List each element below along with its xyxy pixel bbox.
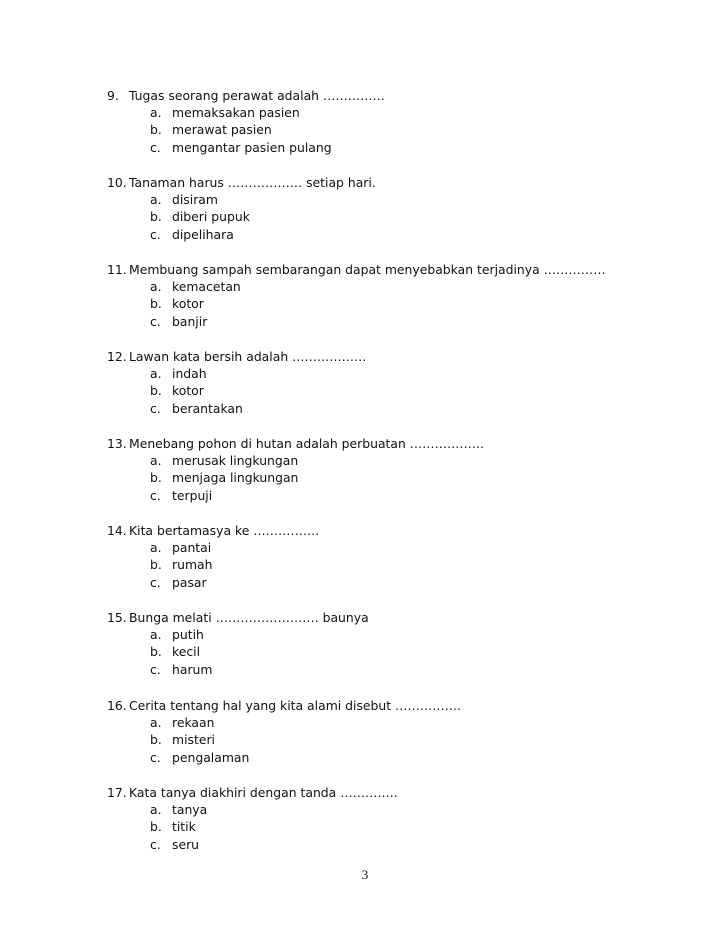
option-text: banjir xyxy=(172,313,208,329)
option-text: titik xyxy=(172,819,196,835)
question-14 xyxy=(107,522,707,591)
question-number: 11. xyxy=(107,262,127,277)
option-letter: c. xyxy=(150,749,161,765)
option-letter: a. xyxy=(150,453,162,468)
option-text: dipelihara xyxy=(172,226,234,242)
option-letter: a. xyxy=(150,540,162,555)
option-text: memaksakan pasien xyxy=(172,105,300,120)
question-11 xyxy=(107,261,707,330)
option-list xyxy=(107,278,707,330)
option-text: merusak lingkungan xyxy=(172,453,299,468)
option-letter: b. xyxy=(150,296,162,312)
question-text xyxy=(107,261,707,278)
option-letter: a. xyxy=(150,366,162,381)
option-list xyxy=(107,452,707,504)
option-letter: b. xyxy=(150,732,162,748)
option-text: kemacetan xyxy=(172,279,241,294)
option-letter: b. xyxy=(150,122,162,138)
option-text: menjaga lingkungan xyxy=(172,470,299,486)
option-letter: b. xyxy=(150,819,162,835)
option-letter: b. xyxy=(150,470,162,486)
page-number: 3 xyxy=(361,867,369,882)
option-text: kecil xyxy=(172,644,201,660)
option-a xyxy=(107,801,707,818)
option-a xyxy=(107,626,707,643)
question-text xyxy=(107,784,707,801)
option-text: seru xyxy=(172,836,200,852)
question-number: 12. xyxy=(107,349,127,364)
option-c xyxy=(107,749,707,766)
option-text: diberi pupuk xyxy=(172,209,250,225)
option-a xyxy=(107,278,707,295)
option-text: terpuji xyxy=(172,487,213,503)
option-b xyxy=(107,469,707,486)
question-9 xyxy=(107,87,707,156)
option-text: tanya xyxy=(172,802,208,817)
option-c xyxy=(107,226,707,243)
question-number: 13. xyxy=(107,436,127,451)
question-prompt: Kata tanya diakhiri dengan tanda ………….. xyxy=(129,785,398,800)
option-letter: c. xyxy=(150,574,161,590)
option-b xyxy=(107,295,707,312)
option-text: berantakan xyxy=(172,400,243,416)
option-b xyxy=(107,556,707,573)
option-text: pantai xyxy=(172,540,212,555)
option-a xyxy=(107,104,707,121)
option-b xyxy=(107,643,707,660)
option-text: kotor xyxy=(172,296,204,312)
question-number: 10. xyxy=(107,175,127,190)
option-a xyxy=(107,539,707,556)
question-16 xyxy=(107,697,707,766)
option-letter: c. xyxy=(150,487,161,503)
option-list xyxy=(107,539,707,591)
question-13 xyxy=(107,435,707,504)
option-text: disiram xyxy=(172,192,218,207)
option-letter: c. xyxy=(150,836,161,852)
question-text xyxy=(107,609,707,626)
option-letter: b. xyxy=(150,209,162,225)
option-letter: c. xyxy=(150,661,161,677)
option-letter: c. xyxy=(150,139,161,155)
question-text xyxy=(107,174,707,191)
question-text xyxy=(107,697,707,714)
question-prompt: Cerita tentang hal yang kita alami disebut ……………. xyxy=(129,698,461,713)
question-text xyxy=(107,522,707,539)
question-number: 16. xyxy=(107,698,127,713)
question-text xyxy=(107,348,707,365)
option-b xyxy=(107,121,707,138)
option-b xyxy=(107,208,707,225)
option-c xyxy=(107,400,707,417)
option-letter: b. xyxy=(150,557,162,573)
option-list xyxy=(107,365,707,417)
option-text: putih xyxy=(172,627,204,642)
option-a xyxy=(107,365,707,382)
option-list xyxy=(107,191,707,243)
option-text: rekaan xyxy=(172,715,215,730)
option-text: pasar xyxy=(172,574,207,590)
option-a xyxy=(107,191,707,208)
option-text: merawat pasien xyxy=(172,122,272,138)
option-c xyxy=(107,487,707,504)
question-prompt: Menebang pohon di hutan adalah perbuatan ……………… xyxy=(129,436,485,451)
question-prompt: Kita bertamasya ke ……………. xyxy=(129,523,320,538)
option-letter: a. xyxy=(150,192,162,207)
option-letter: a. xyxy=(150,627,162,642)
option-b xyxy=(107,818,707,835)
option-list xyxy=(107,801,707,853)
option-list xyxy=(107,104,707,156)
option-letter: b. xyxy=(150,644,162,660)
question-prompt: Lawan kata bersih adalah ……………… xyxy=(129,349,367,364)
option-text: kotor xyxy=(172,383,204,399)
option-text: indah xyxy=(172,366,207,381)
option-b xyxy=(107,731,707,748)
option-letter: a. xyxy=(150,802,162,817)
option-letter: a. xyxy=(150,715,162,730)
option-list xyxy=(107,714,707,766)
option-text: harum xyxy=(172,661,213,677)
question-prompt: Membuang sampah sembarangan dapat menyebabkan terjadinya …………… xyxy=(129,262,606,277)
question-number: 17. xyxy=(107,785,127,800)
option-letter: a. xyxy=(150,279,162,294)
question-number: 15. xyxy=(107,610,127,625)
question-number: 9. xyxy=(107,88,119,103)
option-letter: a. xyxy=(150,105,162,120)
option-text: pengalaman xyxy=(172,749,250,765)
question-prompt: Tugas seorang perawat adalah …………… xyxy=(129,88,385,103)
question-text xyxy=(107,435,707,452)
question-prompt: Tanaman harus ……………… setiap hari. xyxy=(129,175,376,190)
option-letter: c. xyxy=(150,400,161,416)
question-number: 14. xyxy=(107,523,127,538)
option-text: misteri xyxy=(172,732,215,748)
option-letter: b. xyxy=(150,383,162,399)
option-letter: c. xyxy=(150,313,161,329)
option-c xyxy=(107,139,707,156)
option-b xyxy=(107,382,707,399)
option-text: rumah xyxy=(172,557,213,573)
option-text: mengantar pasien pulang xyxy=(172,139,332,155)
option-c xyxy=(107,313,707,330)
question-12 xyxy=(107,348,707,417)
question-15 xyxy=(107,609,707,678)
option-c xyxy=(107,661,707,678)
question-prompt: Bunga melati ……………………. baunya xyxy=(129,610,369,625)
question-10 xyxy=(107,174,707,243)
option-a xyxy=(107,714,707,731)
option-c xyxy=(107,836,707,853)
option-a xyxy=(107,452,707,469)
option-c xyxy=(107,574,707,591)
question-text xyxy=(107,87,707,104)
question-17 xyxy=(107,784,707,853)
option-list xyxy=(107,626,707,678)
option-letter: c. xyxy=(150,226,161,242)
